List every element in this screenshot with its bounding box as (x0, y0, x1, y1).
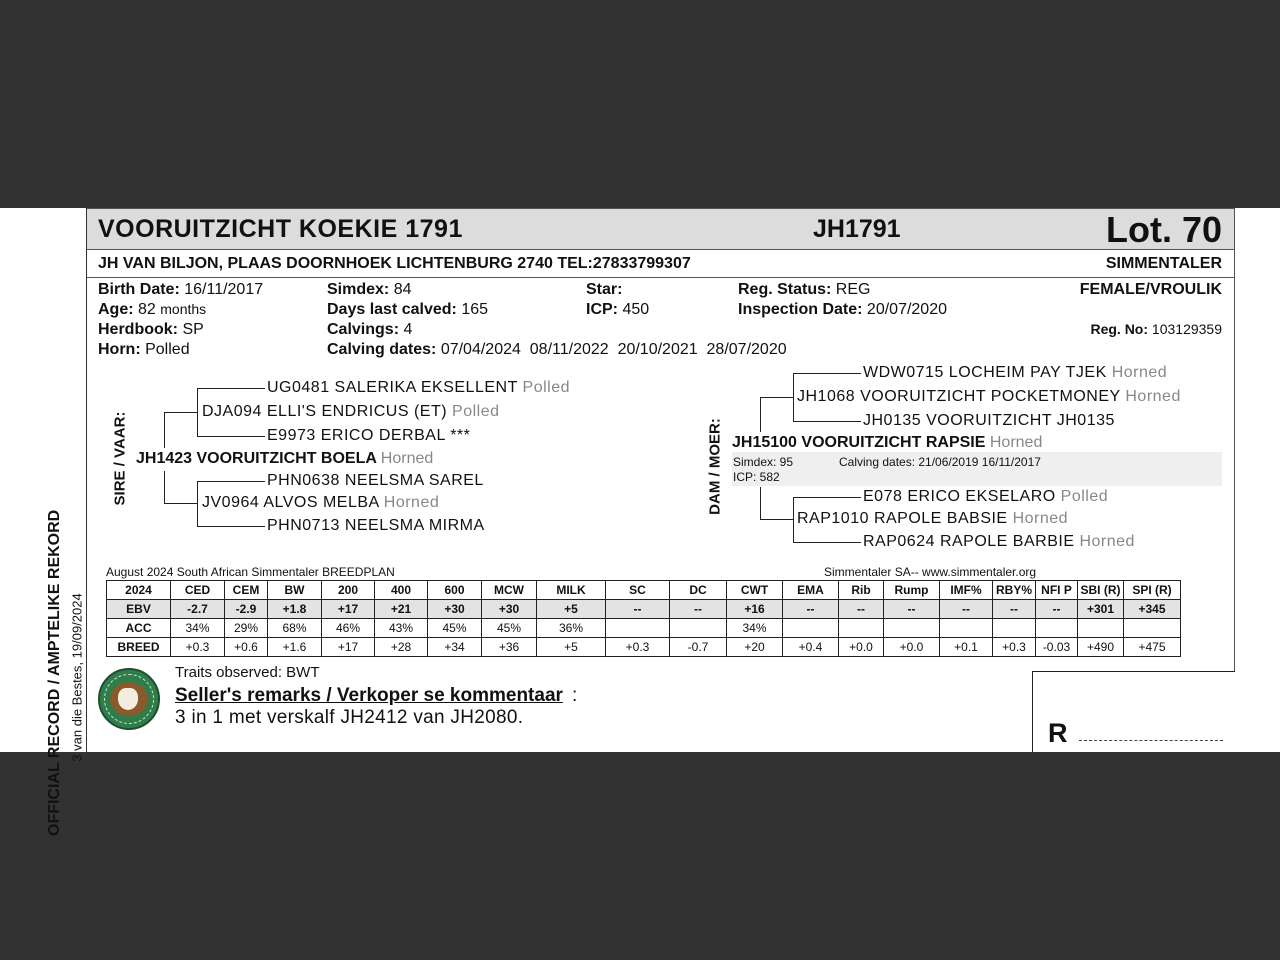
dam-dam: RAP1010 RAPOLE BABSIE Horned (797, 510, 1069, 527)
ebv-cell: SBI (R) (1078, 581, 1124, 600)
ebv-cell: +36 (482, 638, 537, 657)
ebv-cell: +301 (1078, 600, 1124, 619)
ebv-header-row (107, 581, 1181, 600)
dam-calving-dates: Calving dates: 21/06/2019 16/11/2017 (839, 455, 1041, 469)
ebv-cell: BREED (107, 638, 171, 657)
ebv-cell: 200 (322, 581, 375, 600)
simmentaler-logo (98, 668, 160, 730)
ebv-cell: -- (993, 600, 1036, 619)
horn-status: Horn: Polled (98, 341, 190, 358)
ebv-cell: +17 (322, 600, 375, 619)
remarks-colon: : (572, 685, 578, 706)
pedigree-line (760, 397, 761, 432)
ebv-cell: +28 (375, 638, 428, 657)
ebv-cell: +16 (727, 600, 783, 619)
birth-date: Birth Date: 16/11/2017 (98, 281, 264, 298)
ebv-cell: -0.03 (1036, 638, 1078, 657)
ebv-cell: CEM (225, 581, 268, 600)
pedigree-line (793, 497, 861, 498)
ebv-cell: 34% (171, 619, 225, 638)
simdex: Simdex: 84 (327, 281, 412, 298)
title-bar (87, 208, 1235, 250)
sire-label: SIRE / VAAR: (111, 411, 129, 506)
ebv-cell: BW (268, 581, 322, 600)
ebv-cell: MILK (537, 581, 606, 600)
dam-simdex: Simdex: 95 (733, 455, 794, 469)
dam-sire-dam: JH0135 VOORUITZICHT JH0135 (863, 412, 1115, 429)
ebv-cell: SPI (R) (1124, 581, 1181, 600)
reg-number: Reg. No: 103129359 (1090, 321, 1222, 337)
ebv-cell: +345 (1124, 600, 1181, 619)
sire-name: JH1423 VOORUITZICHT BOELA Horned (136, 450, 434, 467)
ebv-cell: +475 (1124, 638, 1181, 657)
ebv-cell (1036, 619, 1078, 638)
ebv-cell: 34% (727, 619, 783, 638)
record-box (86, 208, 1234, 752)
ebv-cell: CWT (727, 581, 783, 600)
dam-dam-sire: E078 ERICO EKSELARO Polled (863, 488, 1109, 505)
right-border (1234, 250, 1235, 672)
ebv-cell: +30 (482, 600, 537, 619)
sire-sire-sire: UG0481 SALERIKA EKSELLENT Polled (267, 379, 570, 396)
source-label: 3 van die Bestes, 19/09/2024 (69, 593, 85, 762)
ebv-cell: +0.0 (839, 638, 884, 657)
ebv-cell: +34 (428, 638, 482, 657)
ebv-cell (1078, 619, 1124, 638)
ebv-cell: 36% (537, 619, 606, 638)
age: Age: 82 months (98, 301, 207, 318)
days-last-calved: Days last calved: 165 (327, 301, 489, 318)
ebv-cell (1124, 619, 1181, 638)
ebv-cell: +0.4 (783, 638, 839, 657)
remarks-heading: Seller's remarks / Verkoper se kommentaar (175, 685, 563, 706)
ebv-cell: -- (940, 600, 993, 619)
sire-dam-sire: PHN0638 NEELSMA SAREL (267, 472, 484, 489)
ebv-cell: ACC (107, 619, 171, 638)
ebv-cell: -- (783, 600, 839, 619)
dam-name: JH15100 VOORUITZICHT RAPSIE Horned (732, 434, 1043, 451)
ebv-row (107, 600, 1181, 619)
pedigree-line (197, 481, 198, 527)
price-line (1079, 740, 1223, 741)
ebv-cell (839, 619, 884, 638)
ebv-cell: +490 (1078, 638, 1124, 657)
ebv-cell: Rump (884, 581, 940, 600)
ebv-cell: 400 (375, 581, 428, 600)
ebv-table (106, 580, 1181, 657)
ebv-cell: -2.7 (171, 600, 225, 619)
pedigree-line (164, 471, 165, 504)
pedigree-line (760, 487, 761, 520)
ebv-cell: -- (839, 600, 884, 619)
ebv-cell: +5 (537, 600, 606, 619)
ebv-cell (606, 619, 670, 638)
ebv-cell: +1.8 (268, 600, 322, 619)
ebv-cell: -0.7 (670, 638, 727, 657)
ebv-cell: SC (606, 581, 670, 600)
pedigree-line (760, 397, 794, 398)
dam-sire-sire: WDW0715 LOCHEIM PAY TJEK Horned (863, 364, 1168, 381)
pedigree-line (793, 421, 861, 422)
ebv-cell: -- (606, 600, 670, 619)
ebv-cell: Rib (839, 581, 884, 600)
ebv-cell: +0.0 (884, 638, 940, 657)
ebv-cell: EMA (783, 581, 839, 600)
animal-name: VOORUITZICHT KOEKIE 1791 (98, 215, 463, 243)
ebv-cell: -- (670, 600, 727, 619)
ebv-cell: 2024 (107, 581, 171, 600)
pedigree-line (164, 503, 197, 504)
lot-card (0, 208, 1280, 836)
ebv-cell: +0.1 (940, 638, 993, 657)
ebv-cell (940, 619, 993, 638)
dam-dam-dam: RAP0624 RAPOLE BARBIE Horned (863, 533, 1135, 550)
ebv-cell: +0.3 (993, 638, 1036, 657)
ebv-cell: +20 (727, 638, 783, 657)
pedigree-line (793, 542, 861, 543)
calving-dates: Calving dates: 07/04/2024 08/11/2022 20/10/2021 28/07/2020 (327, 341, 787, 358)
pedigree-line (197, 388, 198, 437)
ebv-cell: EBV (107, 600, 171, 619)
lot-number: Lot. 70 (1105, 209, 1222, 250)
ebv-row (107, 619, 1181, 638)
sex-label: FEMALE/VROULIK (1079, 281, 1222, 298)
seller-remarks: 3 in 1 met verskalf JH2412 van JH2080. (175, 707, 524, 728)
owner-bar (87, 250, 1235, 278)
ebv-cell: -2.9 (225, 600, 268, 619)
pedigree-line (197, 481, 265, 482)
star: Star: (586, 281, 623, 298)
breed-label: SIMMENTALER (1105, 255, 1222, 272)
ebv-cell (670, 619, 727, 638)
pedigree-line (793, 373, 861, 374)
ebv-cell: 43% (375, 619, 428, 638)
ebv-cell: +0.3 (606, 638, 670, 657)
website-caption: Simmentaler SA-- www.simmentaler.org (824, 565, 1037, 579)
owner-details: JH VAN BILJON, PLAAS DOORNHOEK LICHTENBURG 2740 TEL:27833799307 (98, 255, 691, 272)
ebv-cell: +0.6 (225, 638, 268, 657)
ebv-cell: DC (670, 581, 727, 600)
pedigree-line (197, 526, 265, 527)
pedigree-line (197, 388, 265, 389)
breedplan-caption: August 2024 South African Simmentaler BREEDPLAN (106, 565, 395, 579)
ebv-cell: 45% (428, 619, 482, 638)
reg-status: Reg. Status: REG (738, 281, 871, 298)
animal-id: JH1791 (813, 215, 901, 243)
logo-head (118, 688, 138, 710)
official-record-label: OFFICIAL RECORD / AMPTELIKE REKORD (46, 509, 63, 836)
dam-label: DAM / MOER: (706, 418, 724, 515)
ebv-cell: -- (1036, 600, 1078, 619)
ebv-cell: MCW (482, 581, 537, 600)
ebv-cell: 45% (482, 619, 537, 638)
pedigree-line (164, 412, 165, 448)
icp: ICP: 450 (586, 301, 650, 318)
sire-dam: JV0964 ALVOS MELBA Horned (202, 494, 440, 511)
price-currency: R (1048, 718, 1068, 748)
ebv-cell: NFI P (1036, 581, 1078, 600)
ebv-cell: +5 (537, 638, 606, 657)
dam-sire: JH1068 VOORUITZICHT POCKETMONEY Horned (797, 388, 1181, 405)
pedigree-line (164, 412, 197, 413)
ebv-row (107, 638, 1181, 657)
ebv-cell: +1.6 (268, 638, 322, 657)
sire-sire-dam: E9973 ERICO DERBAL *** (267, 427, 471, 444)
ebv-cell: 600 (428, 581, 482, 600)
ebv-cell: IMF% (940, 581, 993, 600)
ebv-cell: +17 (322, 638, 375, 657)
calvings: Calvings: 4 (327, 321, 413, 338)
herdbook: Herdbook: SP (98, 321, 204, 338)
dam-icp: ICP: 582 (733, 470, 780, 484)
sire-sire: DJA094 ELLI'S ENDRICUS (ET) Polled (202, 403, 500, 420)
ebv-cell: +0.3 (171, 638, 225, 657)
ebv-cell (993, 619, 1036, 638)
traits-observed: Traits observed: BWT (175, 664, 320, 681)
ebv-cell: 29% (225, 619, 268, 638)
ebv-cell: 68% (268, 619, 322, 638)
ebv-cell: CED (171, 581, 225, 600)
price-box[interactable] (1032, 671, 1235, 752)
pedigree-line (760, 519, 794, 520)
ebv-cell: -- (884, 600, 940, 619)
ebv-cell: 46% (322, 619, 375, 638)
ebv-cell: +21 (375, 600, 428, 619)
ebv-cell (884, 619, 940, 638)
sire-dam-dam: PHN0713 NEELSMA MIRMA (267, 517, 485, 534)
ebv-cell: +30 (428, 600, 482, 619)
ebv-cell (783, 619, 839, 638)
pedigree-line (197, 436, 265, 437)
pedigree-line (793, 497, 794, 543)
inspection-date: Inspection Date: 20/07/2020 (738, 301, 947, 318)
ebv-cell: RBY% (993, 581, 1036, 600)
